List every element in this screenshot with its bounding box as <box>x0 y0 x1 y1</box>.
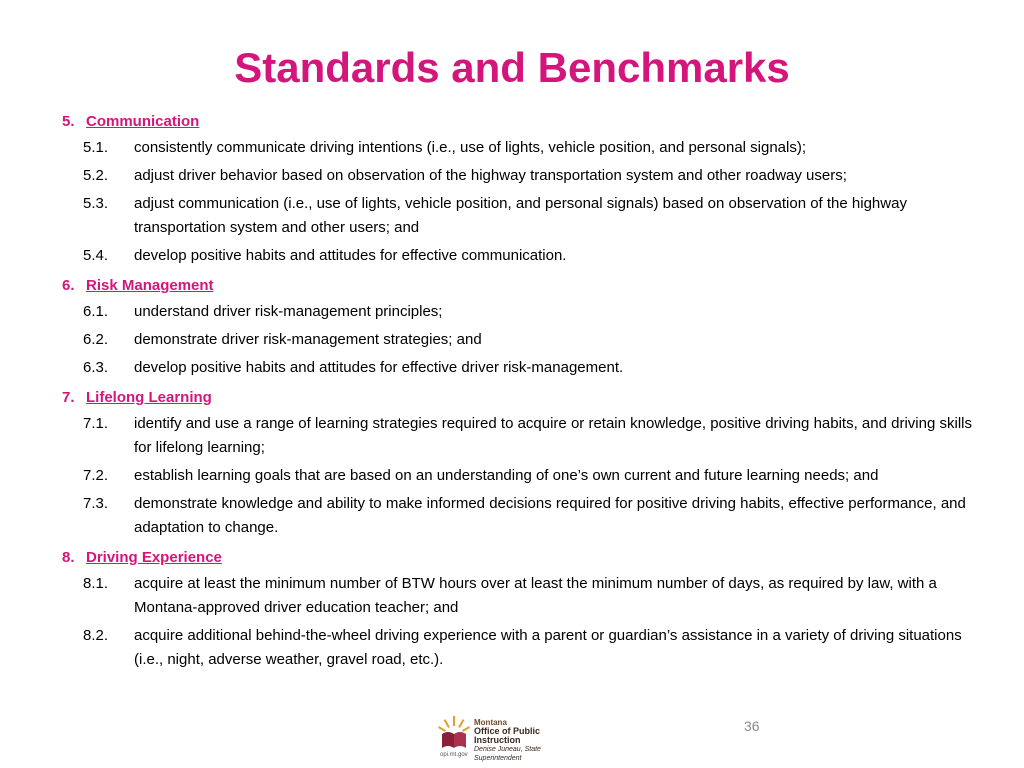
item-number: 6.2. <box>83 331 109 348</box>
list-item <box>62 624 972 672</box>
item-number: 7.2. <box>83 467 109 484</box>
section-title: Communication <box>86 113 200 130</box>
section-heading-communication <box>62 108 972 136</box>
standards-list <box>62 108 972 676</box>
item-number: 5.3. <box>83 195 109 212</box>
item-text: adjust communication (i.e., use of lights, vehicle position, and personal signals) based on observation of the highway transportation system and other users; and <box>134 195 907 236</box>
logo-line-office: Office of Public Instruction <box>474 726 541 745</box>
section-heading-lifelong-learning <box>62 384 972 412</box>
section-number: 7. <box>62 389 75 406</box>
item-text: acquire at least the minimum number of BTW hours over at least the minimum number of days, as required by law, with a Montana-approved driver education teacher; and <box>134 575 937 616</box>
section-title: Risk Management <box>86 277 214 294</box>
list-item <box>62 572 972 620</box>
list-item <box>62 300 972 324</box>
list-item <box>62 464 972 488</box>
list-item <box>62 412 972 460</box>
list-item <box>62 244 972 268</box>
item-text: develop positive habits and attitudes for effective driver risk-management. <box>134 359 624 376</box>
item-number: 5.2. <box>83 167 109 184</box>
item-text: develop positive habits and attitudes for effective communication. <box>134 247 567 264</box>
section-heading-driving-experience <box>62 544 972 572</box>
section-number: 8. <box>62 549 75 566</box>
item-number: 6.3. <box>83 359 109 376</box>
list-item <box>62 136 972 160</box>
item-text: identify and use a range of learning strategies required to acquire or retain knowledge, positive driving habits, and driving skills for lifelong learning; <box>134 415 972 456</box>
item-number: 7.3. <box>83 495 109 512</box>
logo-line-superintendent: Denise Juneau, State Superintendent <box>474 746 541 762</box>
item-number: 5.1. <box>83 139 109 156</box>
item-number: 7.1. <box>83 415 109 432</box>
item-text: adjust driver behavior based on observation of the highway transportation system and other roadway users; <box>134 167 847 184</box>
item-text: establish learning goals that are based on an understanding of one’s own current and future learning needs; and <box>134 467 879 484</box>
item-text: acquire additional behind-the-wheel driving experience with a parent or guardian’s assistance in a variety of driving situations (i.e., night, adverse weather, gravel road, etc.). <box>134 627 962 668</box>
slide-title: Standards and Benchmarks <box>234 44 790 91</box>
item-number: 8.1. <box>83 575 109 592</box>
list-item <box>62 164 972 188</box>
section-title: Driving Experience <box>86 549 222 566</box>
opi-logo <box>438 714 578 760</box>
book-sun-logo-icon <box>438 714 470 754</box>
section-title: Lifelong Learning <box>86 389 212 406</box>
logo-url: opi.mt.gov <box>440 752 468 758</box>
section-number: 5. <box>62 113 75 130</box>
list-item <box>62 328 972 352</box>
item-text: understand driver risk-management principles; <box>134 303 443 320</box>
section-heading-risk-management <box>62 272 972 300</box>
page-number: 36 <box>744 718 760 734</box>
logo-text <box>474 718 578 763</box>
list-item <box>62 492 972 540</box>
item-text: demonstrate driver risk-management strategies; and <box>134 331 482 348</box>
section-number: 6. <box>62 277 75 294</box>
list-item <box>62 192 972 240</box>
item-number: 5.4. <box>83 247 109 264</box>
item-number: 6.1. <box>83 303 109 320</box>
item-text: consistently communicate driving intentions (i.e., use of lights, vehicle position, and personal signals); <box>134 139 807 156</box>
logo-line-montana: Montana <box>474 718 507 727</box>
list-item <box>62 356 972 380</box>
item-text: demonstrate knowledge and ability to make informed decisions required for positive driving habits, effective performance, and adaptation to change. <box>134 495 966 536</box>
item-number: 8.2. <box>83 627 109 644</box>
